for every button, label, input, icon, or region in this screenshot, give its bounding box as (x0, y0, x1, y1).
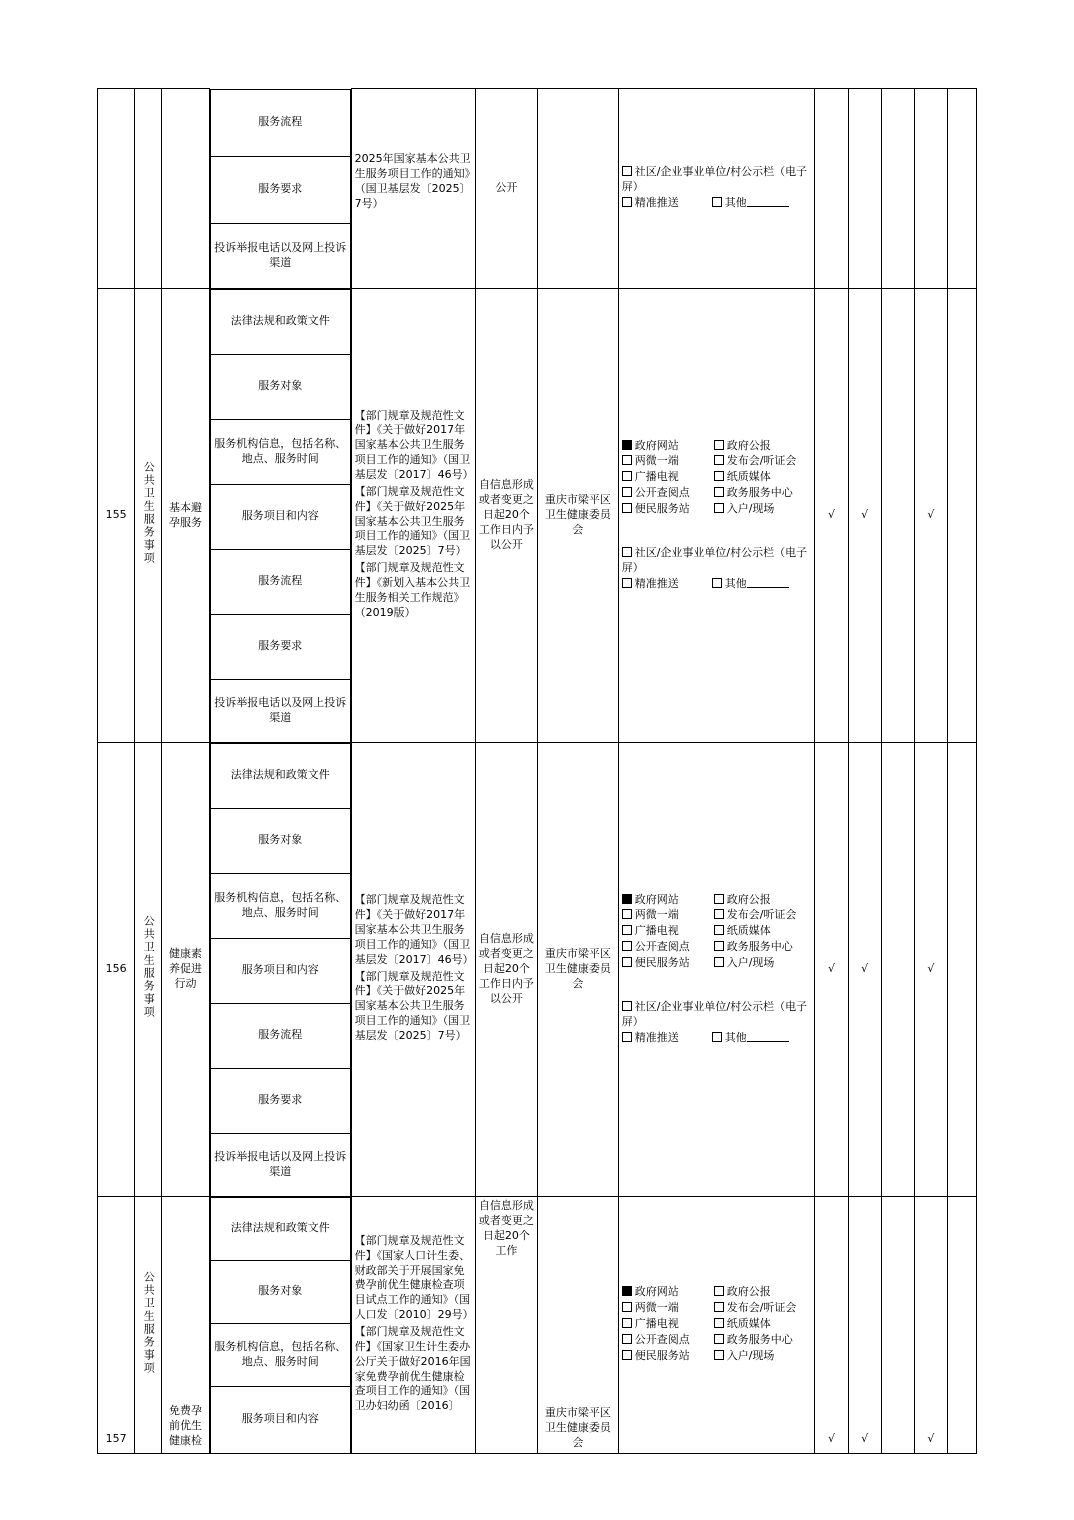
channel-precise-push: 精准推送 其他 (622, 577, 812, 592)
checkbox-icon[interactable] (622, 941, 632, 951)
row-name: 健康素养促进行动 (162, 743, 210, 1197)
channel-gov-website: 政府网站 (622, 439, 708, 454)
table-row (98, 1197, 977, 1454)
tick-cell-1: √ (815, 289, 848, 743)
tick-cell-2 (848, 89, 881, 289)
sub-item: 服务要求 (210, 1068, 350, 1133)
channel-broadcast-tv: 广播电视 (622, 924, 708, 939)
row-name (162, 89, 210, 289)
channel-weibo-wechat-app: 两微一端 (622, 454, 708, 469)
channel-convenience-station: 便民服务站 (622, 502, 708, 517)
tick-cell-1: √ (815, 743, 848, 1197)
tick-cell-4: √ (914, 289, 947, 743)
table-row (98, 289, 977, 743)
other-blank (747, 196, 789, 207)
tick-cell-3 (881, 743, 914, 1197)
responsible-org: 重庆市梁平区卫生健康委员会 (537, 289, 618, 743)
channel-print-media: 纸质媒体 (714, 470, 794, 485)
table-row (98, 743, 977, 1197)
sub-item: 服务流程 (210, 1003, 350, 1068)
sub-item: 服务流程 (210, 549, 350, 614)
row-number: 156 (98, 743, 135, 1197)
checkbox-icon[interactable] (622, 1334, 632, 1344)
tick-cell-1: √ (815, 1197, 848, 1454)
channel-community: 社区/企业事业单位/村公示栏（电子屏） (621, 999, 808, 1028)
table-row (98, 89, 977, 289)
sub-item: 服务项目和内容 (210, 1386, 350, 1453)
sub-item: 服务机构信息，包括名称、地点、服务时间 (210, 419, 350, 484)
tick-cell-4: √ (914, 743, 947, 1197)
legal-basis-text: 【部门规章及规范性文件】《国家人口计生委、财政部关于开展国家免费孕前优生健康检查项目试点工作的通知》（国人口发〔2010〕29号） (354, 1233, 474, 1322)
checkbox-icon[interactable] (622, 455, 632, 465)
channel-press-hearing: 发布会/听证会 (714, 1301, 794, 1316)
channel-gov-website: 政府网站 (622, 893, 708, 908)
channel-broadcast-tv: 广播电视 (622, 470, 708, 485)
legal-basis-text: 【部门规章及规范性文件】《关于做好2017年国家基本公共卫生服务项目工作的通知》（国卫基层发〔2017〕46号） (354, 408, 474, 481)
checkbox-icon[interactable] (622, 547, 632, 557)
sub-item: 服务机构信息，包括名称、地点、服务时间 (210, 873, 350, 938)
tick-cell-5 (947, 89, 976, 289)
checkbox-icon[interactable] (622, 578, 632, 588)
checkbox-icon[interactable] (622, 1318, 632, 1328)
row-category (135, 89, 162, 289)
checkbox-icon[interactable] (712, 578, 722, 588)
channel-public-reading-point: 公开查阅点 (622, 1333, 708, 1348)
checkbox-icon[interactable] (622, 1001, 632, 1011)
responsible-org: 重庆市梁平区卫生健康委员会 (537, 1197, 618, 1454)
legal-basis (351, 89, 475, 289)
channel-public-reading-point: 公开查阅点 (622, 940, 708, 955)
sub-item: 投诉举报电话以及网上投诉渠道 (210, 223, 350, 288)
channel-door-to-door: 入户/现场 (714, 502, 794, 517)
checkbox-icon[interactable] (622, 909, 632, 919)
disclosure-channels (618, 743, 815, 1197)
row-name: 基本避孕服务 (162, 289, 210, 743)
sub-item-list (209, 289, 351, 743)
legal-basis (351, 1197, 475, 1454)
disclosure-time: 自信息形成或者变更之日起20个工作日内予以公开 (475, 289, 537, 743)
channel-gov-gazette: 政府公报 (714, 893, 794, 908)
channel-precise-push: 精准推送 其他 (622, 1031, 812, 1046)
sub-item: 法律法规和政策文件 (210, 1197, 350, 1260)
tick-cell-3 (881, 1197, 914, 1454)
disclosure-time: 自信息形成或者变更之日起20个工作日内予以公开 (475, 743, 537, 1197)
legal-basis-text: 【部门规章及规范性文件】《国家卫生计生委办公厅关于做好2016年国家免费孕前优生健康检查项目工作的通知》（国卫办妇幼函〔2016〕 (354, 1325, 471, 1413)
checkbox-icon[interactable] (712, 1032, 722, 1042)
legal-basis-text: 【部门规章及规范性文件】《关于做好2025年国家基本公共卫生服务项目工作的通知》（国卫基层发〔2025〕7号） (354, 484, 471, 558)
channel-community: 社区/企业事业单位/村公示栏（电子屏） (621, 545, 808, 574)
channel-print-media: 纸质媒体 (714, 924, 794, 939)
checkbox-icon[interactable] (714, 1318, 724, 1328)
tick-cell-4 (914, 89, 947, 289)
sub-item: 服务流程 (210, 89, 350, 156)
sub-item: 服务要求 (210, 156, 350, 223)
checkbox-icon[interactable] (622, 894, 632, 904)
disclosure-channels (618, 1197, 815, 1454)
row-category: 公共卫生服务事项 (135, 743, 162, 1197)
sub-item: 服务要求 (210, 614, 350, 679)
sub-item: 法律法规和政策文件 (210, 289, 350, 354)
checkbox-icon[interactable] (714, 1286, 724, 1296)
sub-item: 法律法规和政策文件 (210, 743, 350, 808)
sub-item: 服务项目和内容 (210, 938, 350, 1003)
channel-service-center: 政务服务中心 (714, 1333, 794, 1348)
tick-cell-2: √ (848, 1197, 881, 1454)
sub-item-list (209, 743, 351, 1197)
checkbox-icon[interactable] (714, 925, 724, 935)
channel-gov-website: 政府网站 (622, 1285, 708, 1300)
checkbox-icon[interactable] (714, 909, 724, 919)
sub-item: 投诉举报电话以及网上投诉渠道 (210, 679, 350, 742)
checkbox-icon[interactable] (712, 197, 722, 207)
channel-convenience-station: 便民服务站 (622, 956, 708, 971)
other-blank (747, 1031, 789, 1042)
channel-print-media: 纸质媒体 (714, 1317, 794, 1332)
sub-item-list (209, 89, 351, 289)
checkbox-icon[interactable] (622, 1302, 632, 1312)
checkbox-icon[interactable] (622, 1350, 632, 1360)
channel-service-center: 政务服务中心 (714, 940, 794, 955)
channel-press-hearing: 发布会/听证会 (714, 454, 794, 469)
tick-cell-2: √ (848, 743, 881, 1197)
channel-public-reading-point: 公开查阅点 (622, 486, 708, 501)
checkbox-icon[interactable] (714, 941, 724, 951)
channel-gov-gazette: 政府公报 (714, 1285, 794, 1300)
checkbox-icon[interactable] (714, 957, 724, 967)
checkbox-icon[interactable] (622, 1032, 632, 1042)
legal-basis-text: 【部门规章及规范性文件】《新划入基本公共卫生服务相关工作规范》（2019版） (354, 561, 471, 619)
channel-broadcast-tv: 广播电视 (622, 1317, 708, 1332)
channel-door-to-door: 入户/现场 (714, 1349, 794, 1364)
tick-cell-4: √ (914, 1197, 947, 1454)
legal-basis (351, 743, 475, 1197)
checkbox-icon[interactable] (714, 440, 724, 450)
tick-cell-5 (947, 1197, 976, 1454)
channel-community: 社区/企业事业单位/村公示栏（电子屏） (621, 165, 808, 194)
legal-basis (351, 289, 475, 743)
checkbox-icon[interactable] (714, 471, 724, 481)
responsible-org (537, 89, 618, 289)
checkbox-icon[interactable] (622, 440, 632, 450)
other-blank (747, 577, 789, 588)
checkbox-icon[interactable] (714, 487, 724, 497)
tick-cell-5 (947, 743, 976, 1197)
checkbox-icon[interactable] (714, 1302, 724, 1312)
tick-cell-5 (947, 289, 976, 743)
checkbox-icon[interactable] (622, 197, 632, 207)
channel-door-to-door: 入户/现场 (714, 956, 794, 971)
disclosure-channels (618, 89, 815, 289)
channel-service-center: 政务服务中心 (714, 486, 794, 501)
row-number: 155 (98, 289, 135, 743)
checkbox-icon[interactable] (622, 471, 632, 481)
sub-item: 服务项目和内容 (210, 484, 350, 549)
tick-cell-3 (881, 289, 914, 743)
channel-precise-push: 精准推送 其他 (622, 196, 812, 211)
row-name: 免费孕前优生健康检 (162, 1197, 210, 1454)
channel-weibo-wechat-app: 两微一端 (622, 908, 708, 923)
row-category: 公共卫生服务事项 (135, 1197, 162, 1454)
row-number (98, 89, 135, 289)
channel-convenience-station: 便民服务站 (622, 1349, 708, 1364)
tick-cell-3 (881, 89, 914, 289)
row-number: 157 (98, 1197, 135, 1454)
responsible-org: 重庆市梁平区卫生健康委员会 (537, 743, 618, 1197)
sub-item-list (209, 1197, 351, 1454)
checkbox-icon[interactable] (714, 894, 724, 904)
checkbox-icon[interactable] (714, 503, 724, 513)
checkbox-icon[interactable] (714, 455, 724, 465)
sub-item: 服务对象 (210, 808, 350, 873)
legal-basis-text: 【部门规章及规范性文件】《关于做好2025年国家基本公共卫生服务项目工作的通知》（国卫基层发〔2025〕7号） (354, 969, 471, 1042)
channel-weibo-wechat-app: 两微一端 (622, 1301, 708, 1316)
disclosure-time: 公开 (475, 89, 537, 289)
tick-cell-1 (815, 89, 848, 289)
channel-gov-gazette: 政府公报 (714, 439, 794, 454)
checkbox-icon[interactable] (622, 487, 632, 497)
channel-press-hearing: 发布会/听证会 (714, 908, 794, 923)
checkbox-icon[interactable] (714, 1334, 724, 1344)
legal-basis-text: 【部门规章及规范性文件】《关于做好2017年国家基本公共卫生服务项目工作的通知》（国卫基层发〔2017〕46号） (354, 893, 474, 966)
sub-item: 服务对象 (210, 354, 350, 419)
sub-item: 服务机构信息，包括名称、地点、服务时间 (210, 1323, 350, 1386)
checkbox-icon[interactable] (622, 1286, 632, 1296)
row-category: 公共卫生服务事项 (135, 289, 162, 743)
checkbox-icon[interactable] (622, 957, 632, 967)
disclosure-time: 自信息形成或者变更之日起20个工作 (475, 1197, 537, 1454)
legal-basis-text: 2025年国家基本公共卫生服务项目工作的通知》（国卫基层发〔2025〕7号） (354, 152, 471, 210)
tick-cell-2: √ (848, 289, 881, 743)
disclosure-channels (618, 289, 815, 743)
checkbox-icon[interactable] (714, 1350, 724, 1360)
disclosure-table (97, 88, 977, 1454)
checkbox-icon[interactable] (622, 925, 632, 935)
sub-item: 服务对象 (210, 1260, 350, 1323)
checkbox-icon[interactable] (622, 503, 632, 513)
checkbox-icon[interactable] (622, 166, 632, 176)
sub-item: 投诉举报电话以及网上投诉渠道 (210, 1133, 350, 1196)
